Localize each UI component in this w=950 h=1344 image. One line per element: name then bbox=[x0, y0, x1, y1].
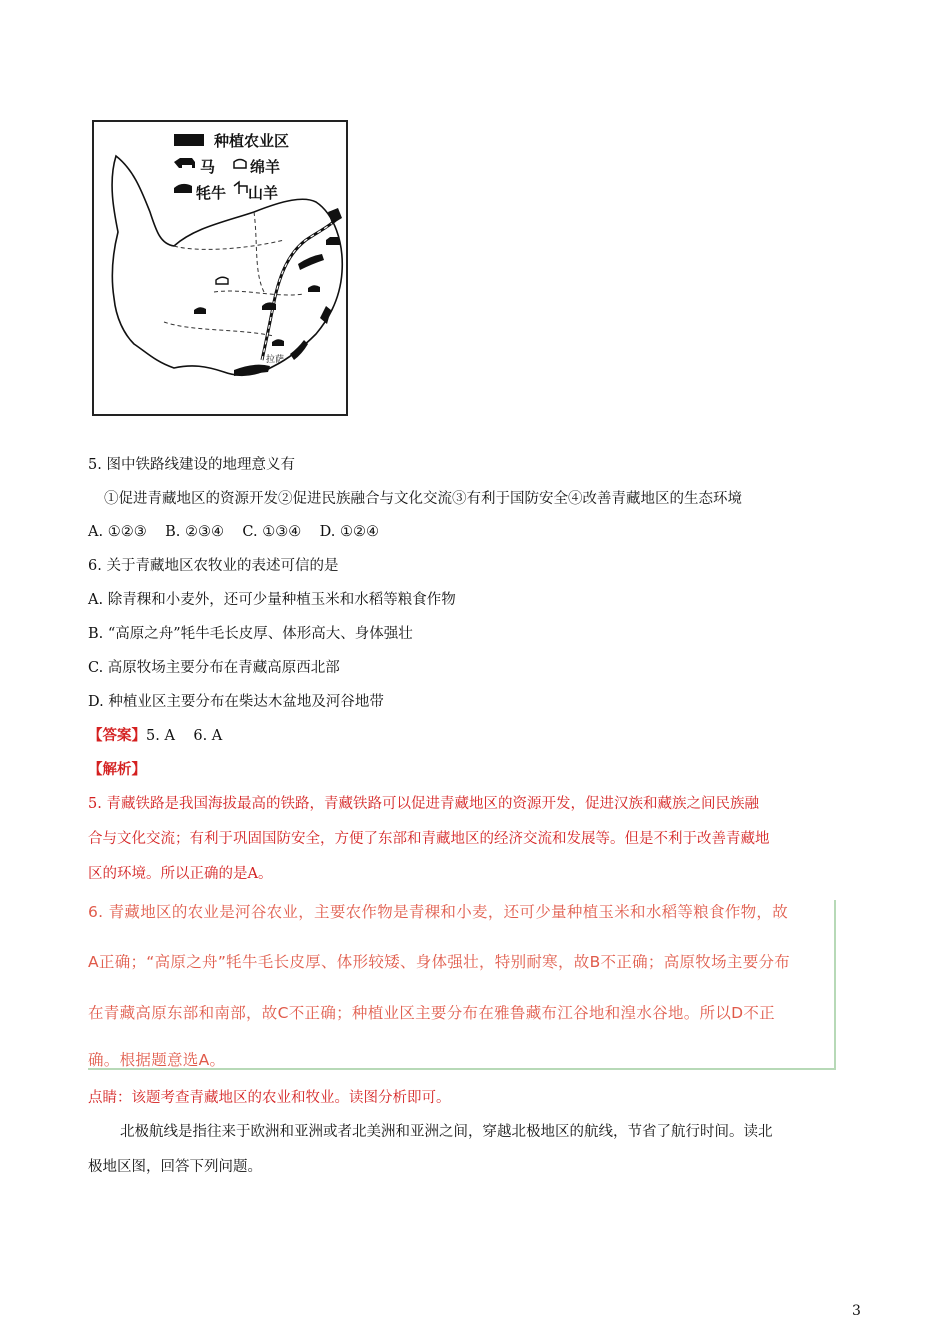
crop-area-huangshui bbox=[298, 254, 324, 270]
yak-icon bbox=[262, 302, 276, 310]
railway-ticks bbox=[262, 218, 338, 360]
analysis-q6-line1: 6. 青藏地区的农业是河谷农业，主要农作物是青稞和小麦，还可少量种植玉米和水稻等粮食作物，故 bbox=[88, 903, 789, 921]
q5-statements: ①促进青藏地区的资源开发②促进民族融合与文化交流③有利于国防安全④改善青藏地区的生态环境 bbox=[104, 491, 742, 507]
goat-icon bbox=[234, 182, 247, 194]
horse-icon bbox=[326, 237, 340, 245]
map-drawing bbox=[94, 122, 346, 414]
crop-area-southeast bbox=[290, 340, 308, 360]
crop-area-east bbox=[320, 306, 331, 324]
answer-line bbox=[88, 726, 222, 746]
q6-option-a: A. 除青稞和小麦外，还可少量种植玉米和水稻等粮食作物 bbox=[88, 592, 456, 608]
legend-yak-label: 牦牛 bbox=[196, 184, 227, 202]
answer-tag: 【答案】 bbox=[88, 727, 146, 744]
q6-option-d: D. 种植业区主要分布在柴达木盆地及河谷地带 bbox=[88, 694, 384, 710]
intro-line2: 极地区图，回答下列问题。 bbox=[88, 1159, 262, 1175]
legend-sheep-label: 绵羊 bbox=[250, 158, 281, 176]
legend-goat-label: 山羊 bbox=[248, 184, 279, 202]
q6-option-b: B. “高原之舟”牦牛毛长皮厚、体形高大、身体强壮 bbox=[88, 626, 413, 642]
yak-icon bbox=[194, 307, 206, 314]
horse-icon bbox=[174, 158, 195, 168]
analysis-tag: 【解析】 bbox=[88, 761, 146, 778]
railway-line bbox=[262, 218, 338, 360]
analysis-tip: 点睛：该题考查青藏地区的农业和牧业。读图分析即可。 bbox=[88, 1090, 451, 1106]
legend-crop-label: 种植农业区 bbox=[214, 132, 290, 150]
yak-icon bbox=[272, 339, 284, 346]
analysis-q5-line2: 合与文化交流；有利于巩固国防安全，方便了东部和青藏地区的经济交流和发展等。但是不利于改善青藏地 bbox=[88, 831, 770, 847]
yak-icon bbox=[308, 285, 320, 292]
q6-option-c: C. 高原牧场主要分布在青藏高原西北部 bbox=[88, 660, 340, 676]
tibet-agriculture-map bbox=[92, 120, 348, 416]
city-lhasa-label: 拉萨 bbox=[266, 355, 285, 365]
intro-line1: 北极航线是指往来于欧洲和亚洲或者北美洲和亚洲之间，穿越北极地区的航线，节省了航行时间。读北 bbox=[120, 1124, 773, 1140]
analysis-q5-line1: 5. 青藏铁路是我国海拔最高的铁路，青藏铁路可以促进青藏地区的资源开发，促进汉族和藏族之间民族融 bbox=[88, 796, 759, 812]
analysis-q6-line2: A正确；“高原之舟”牦牛毛长皮厚、体形较矮、身体强壮，特别耐寒，故B不正确；高原牧场主要分布 bbox=[88, 953, 791, 971]
page-number: 3 bbox=[852, 1303, 861, 1319]
analysis-q6-line3: 在青藏高原东部和南部，故C不正确；种植业区主要分布在雅鲁藏布江谷地和湟水谷地。所以D不正 bbox=[88, 1004, 775, 1022]
analysis-q6-screenshot bbox=[88, 900, 836, 1070]
analysis-q6-line4: 确。根据题意选A。 bbox=[88, 1051, 226, 1069]
crop-area-northeast bbox=[328, 208, 342, 224]
answer-text: 5. A 6. A bbox=[146, 728, 223, 744]
q5-options: A. ①②③ B. ②③④ C. ①③④ D. ①②④ bbox=[88, 524, 379, 540]
q5-stem: 5. 图中铁路线建设的地理意义有 bbox=[88, 457, 295, 473]
crop-area-legend-swatch bbox=[174, 134, 204, 146]
sheep-icon bbox=[216, 277, 228, 284]
legend-horse-label: 马 bbox=[200, 158, 216, 176]
sheep-icon bbox=[234, 160, 246, 169]
q6-stem: 6. 关于青藏地区农牧业的表述可信的是 bbox=[88, 558, 339, 574]
yak-icon bbox=[174, 184, 192, 193]
analysis-q5-line3: 区的环境。所以正确的是A。 bbox=[88, 866, 273, 882]
